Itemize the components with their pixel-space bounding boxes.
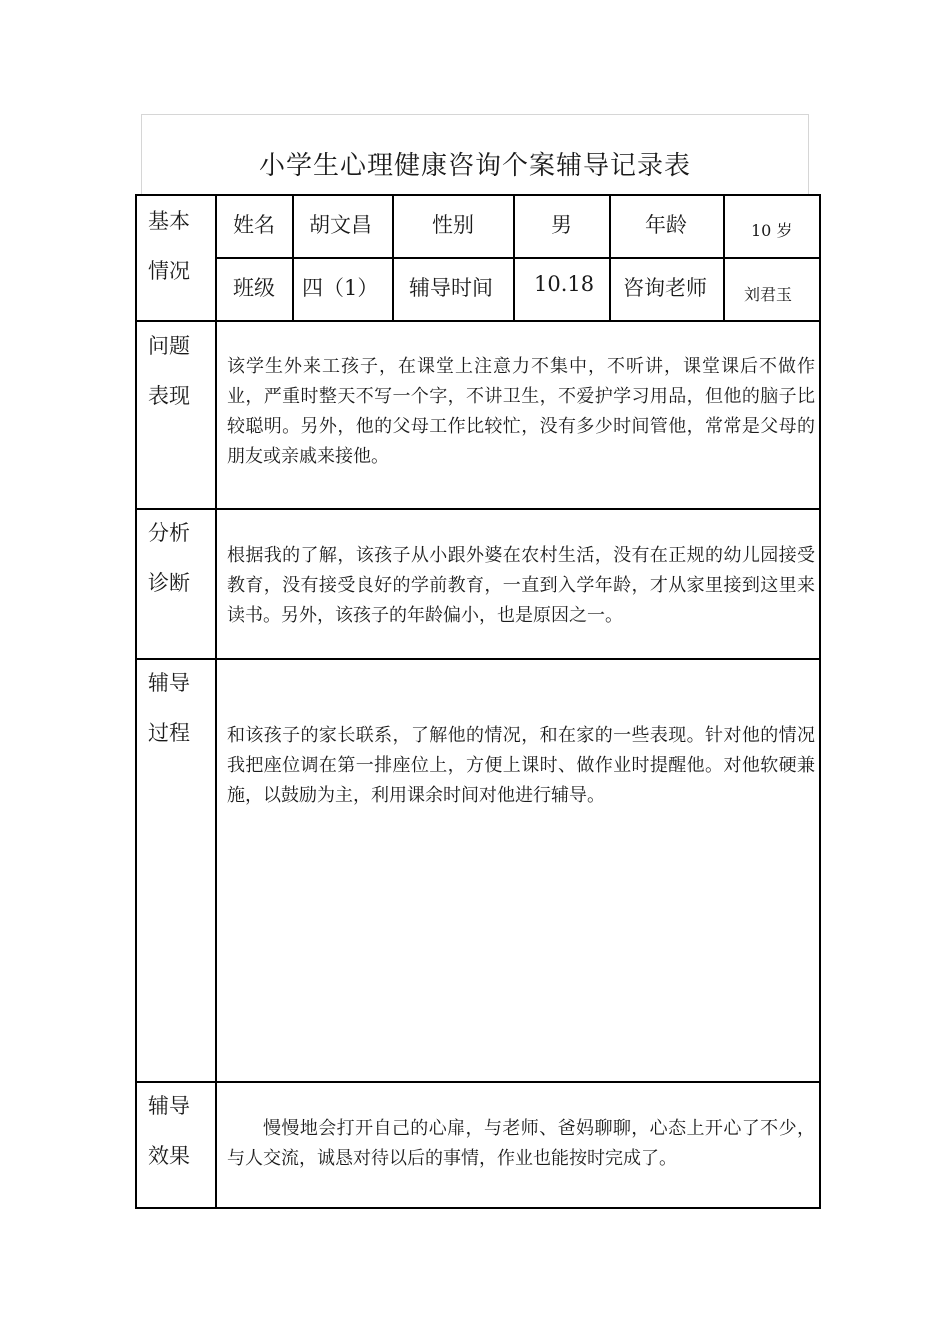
page-title: 小学生心理健康咨询个案辅导记录表 — [258, 151, 691, 181]
row-divider — [137, 1081, 819, 1083]
name-label: 姓名 — [233, 213, 275, 237]
col-divider — [723, 196, 725, 321]
col-divider — [392, 196, 394, 321]
time-value: 10.18 — [534, 272, 595, 296]
process-label — [148, 658, 190, 758]
problem-label-line2: 表现 — [148, 384, 190, 408]
basic-label-line1: 基本 — [148, 209, 190, 233]
gender-label: 性别 — [432, 213, 474, 237]
row-divider — [137, 658, 819, 660]
process-label-line2: 过程 — [148, 721, 190, 745]
time-label: 辅导时间 — [409, 276, 493, 300]
basic-label-line2: 情况 — [148, 259, 190, 283]
effect-label-line2: 效果 — [148, 1144, 190, 1168]
effect-label-line1: 辅导 — [148, 1094, 190, 1118]
teacher-label: 咨询老师 — [623, 276, 707, 300]
problem-text: 该学生外来工孩子，在课堂上注意力不集中，不听讲，课堂课后不做作业，严重时整天不写一个字，不讲卫生，不爱护学习用品，但他的脑子比较聪明。另外，他的父母工作比较忙，没有多少时间管他，常常是父母的朋友或亲戚来接他。 — [227, 356, 815, 467]
effect-label — [148, 1081, 190, 1181]
gender-value: 男 — [551, 213, 572, 237]
teacher-value: 刘君玉 — [744, 285, 793, 304]
col-divider — [513, 196, 515, 321]
age-label: 年龄 — [645, 213, 687, 237]
row-divider — [217, 257, 819, 259]
problem-label — [148, 321, 190, 421]
title-box — [141, 114, 809, 194]
record-form — [135, 194, 821, 1209]
col-divider — [609, 196, 611, 321]
label-column-divider — [215, 196, 217, 1207]
age-value: 10 岁 — [751, 221, 793, 240]
process-text: 和该孩子的家长联系，了解他的情况，和在家的一些表现。针对他的情况我把座位调在第一排座位上，方便上课时、做作业时提醒他。对他软硬兼施，以鼓励为主，利用课余时间对他进行辅导。 — [227, 725, 815, 806]
class-value: 四（1） — [302, 276, 379, 300]
row-divider — [137, 508, 819, 510]
analysis-label-line2: 诊断 — [148, 571, 190, 595]
analysis-text: 根据我的了解，该孩子从小跟外婆在农村生活，没有在正规的幼儿园接受教育，没有接受良好的学前教育，一直到入学年龄，才从家里接到这里来读书。另外，该孩子的年龄偏小，也是原因之一。 — [227, 545, 815, 626]
name-value: 胡文昌 — [309, 213, 372, 237]
effect-text: 慢慢地会打开自己的心扉，与老师、爸妈聊聊，心态上开心了不少，与人交流，诚恳对待以后的事情，作业也能按时完成了。 — [227, 1118, 815, 1169]
row-divider — [137, 320, 819, 322]
problem-label-line1: 问题 — [148, 334, 190, 358]
process-label-line1: 辅导 — [148, 671, 190, 695]
col-divider — [292, 196, 294, 321]
class-label: 班级 — [233, 276, 275, 300]
analysis-label-line1: 分析 — [148, 521, 190, 545]
basic-label — [148, 196, 190, 296]
analysis-label — [148, 508, 190, 608]
